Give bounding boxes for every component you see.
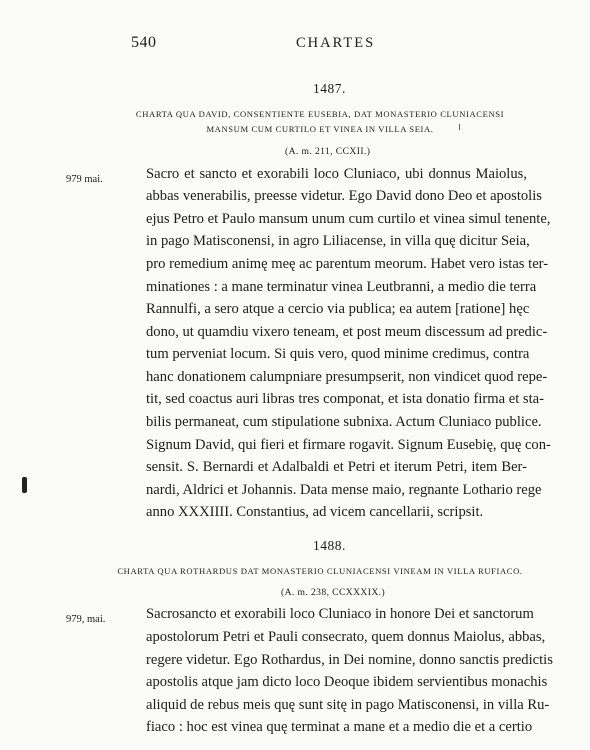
- text-line: tum perveniat locum. Si quis vero, quod minime credimus, contra: [146, 346, 530, 362]
- charter-number: 1488.: [313, 538, 346, 553]
- text-line: anno XXXIIII. Constantius, ad vicem cancellarii, scripsit.: [146, 504, 484, 520]
- ink-blot: [22, 477, 27, 493]
- text-line: nardi, Aldrici et Johannis. Data mense maio, regnante Lothario rege: [146, 482, 542, 498]
- text-line: regere videtur. Ego Rothardus, in Dei nomine, donno sanctis predictis: [146, 652, 553, 668]
- text-line: Sacrosancto et exorabili loco Cluniaco in honore Dei et sanctorum: [146, 606, 534, 622]
- text-line: apostolorum Petri et Pauli consecrato, quem donnus Maiolus, abbas,: [146, 629, 546, 645]
- margin-date: 979 mai.: [66, 174, 103, 185]
- text-line: fiaco : hoc est vinea quę terminat a mane et a medio die et a certio: [146, 719, 533, 735]
- margin-date: 979, mai.: [66, 614, 106, 625]
- page-number: 540: [131, 34, 157, 51]
- text-line: ejus Petro et Paulo mansum unum cum curtilo et vinea simul tenente,: [146, 211, 551, 227]
- charter-number: 1487.: [313, 81, 346, 96]
- text-line: Sacro et sancto et exorabili loco Cluniaco, ubi donnus Maiolus,: [146, 166, 527, 182]
- text-line: minationes : a mane terminatur vinea Leutbranni, a medio die terra: [146, 279, 537, 295]
- text-line: aliquid de rebus meis quę sunt sitę in pago Matisconensi, in villa Ru-: [146, 697, 550, 713]
- text-line: Rannulfi, a sero atque a cercio via publica; ea autem [ratione] hęc: [146, 301, 530, 317]
- running-title: CHARTES: [296, 35, 376, 51]
- text-line: dono, ut quamdiu vixero teneam, et post meum discessum ad predic-: [146, 324, 548, 340]
- charter-heading-line: CHARTA QUA ROTHARDUS DAT MONASTERIO CLUNIACENSI VINEAM IN VILLA RUFIACO.: [117, 566, 523, 576]
- text-line: tit, sed coactus auri libras tres componat, et ista donatio firma et sta-: [146, 391, 544, 407]
- text-line: pro remedium animę meę ac parentum meorum. Habet vero istas ter-: [146, 256, 549, 272]
- text-line: Signum David, qui fieri et firmare rogavit. Signum Eusebię, quę con-: [146, 437, 551, 453]
- text-line: in pago Matisconensi, in agro Liliacense, in villa quę dicitur Seia,: [146, 233, 530, 249]
- text-line: abbas venerabilis, preesse videtur. Ego David dono Deo et apostolis: [146, 188, 542, 204]
- stray-mark: [459, 124, 460, 130]
- charter-reference: (A. m. 211, CCXII.): [285, 146, 371, 157]
- charter-heading-line: MANSUM CUM CURTILO ET VINEA IN VILLA SEIA.: [206, 124, 434, 134]
- text-line: bilis permaneat, cum stipulatione subnixa. Actum Cluniaco publice.: [146, 414, 542, 430]
- charter-heading-line: CHARTA QUA DAVID, CONSENTIENTE EUSEBIA, DAT MONASTERIO CLUNIACENSI: [135, 109, 505, 119]
- charter-reference: (A. m. 238, CCXXXIX.): [281, 587, 386, 598]
- text-line: sensit. S. Bernardi et Adalbaldi et Petri et iterum Petri, item Ber-: [146, 459, 527, 475]
- text-line: hanc donationem calumpniare presumpserit, non vindicet quod repe-: [146, 369, 548, 385]
- text-line: apostolis atque jam dicto loco Deoque ibidem servientibus monachis: [146, 674, 548, 690]
